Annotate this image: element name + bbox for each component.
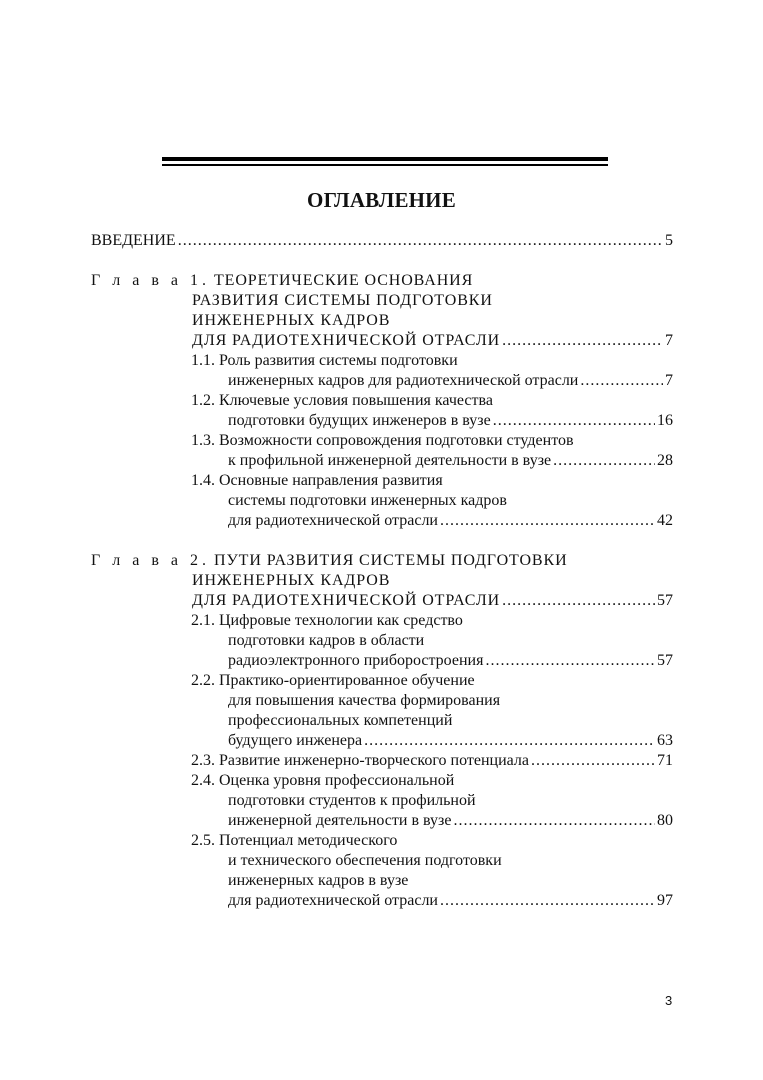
section-title-line: 1.4. Основные направления развития bbox=[191, 472, 443, 489]
toc-chapter-2[interactable] bbox=[91, 551, 673, 611]
chapter-title-line: ДЛЯ РАДИОТЕХНИЧЕСКОЙ ОТРАСЛИ bbox=[192, 592, 501, 609]
toc-page-number: 7 bbox=[665, 372, 673, 389]
section-title-line: радиоэлектронного приборостроения bbox=[228, 652, 484, 669]
toc-page-number: 7 bbox=[665, 332, 673, 349]
chapter-title-line: ДЛЯ РАДИОТЕХНИЧЕСКОЙ ОТРАСЛИ bbox=[192, 332, 501, 349]
dot-leader bbox=[453, 811, 655, 831]
section-last-line bbox=[91, 411, 673, 431]
toc-page-number: 57 bbox=[657, 592, 673, 609]
toc-entry-intro[interactable] bbox=[91, 231, 673, 251]
section-title-line: профессиональных компетенций bbox=[228, 712, 453, 729]
toc-entry-label: ВВЕДЕНИЕ bbox=[91, 232, 176, 249]
chapter-prefix: Г л а в а 2. bbox=[91, 552, 210, 569]
page-title: ОГЛАВЛЕНИЕ bbox=[307, 188, 456, 212]
section-title-line: и технического обеспечения подготовки bbox=[228, 852, 502, 869]
section-last-line bbox=[91, 751, 673, 771]
chapter-title-line: ПУТИ РАЗВИТИЯ СИСТЕМЫ ПОДГОТОВКИ bbox=[214, 552, 568, 569]
chapter-title-line: ИНЖЕНЕРНЫХ КАДРОВ bbox=[192, 312, 391, 329]
dot-leader bbox=[502, 591, 655, 611]
section-title-line: 2.5. Потенциал методического bbox=[191, 832, 398, 849]
toc-section-1-2[interactable] bbox=[91, 391, 673, 431]
section-title-line: к профильной инженерной деятельности в вузе bbox=[228, 452, 552, 469]
chapter-heading-line bbox=[91, 271, 673, 291]
dot-leader bbox=[531, 751, 655, 771]
toc-page-number: 80 bbox=[657, 812, 673, 829]
dot-leader bbox=[580, 371, 663, 391]
section-title-line: 2.4. Оценка уровня профессиональной bbox=[191, 772, 455, 789]
toc-section-2-1[interactable] bbox=[91, 611, 673, 671]
toc-page-number: 71 bbox=[657, 752, 673, 769]
toc-section-2-3[interactable] bbox=[91, 751, 673, 771]
section-title-line: 2.2. Практико-ориентированное обучение bbox=[191, 672, 475, 689]
chapter-title-line: ТЕОРЕТИЧЕСКИЕ ОСНОВАНИЯ bbox=[214, 272, 474, 289]
toc-page-number: 42 bbox=[657, 512, 673, 529]
section-title-line: для радиотехнической отрасли bbox=[228, 512, 438, 529]
table-of-contents bbox=[91, 231, 673, 911]
section-title-line: 2.3. Развитие инженерно-творческого потенциала bbox=[191, 752, 529, 769]
section-title-line: инженерных кадров в вузе bbox=[228, 872, 409, 889]
toc-page-number: 16 bbox=[657, 412, 673, 429]
dot-leader bbox=[502, 331, 663, 351]
section-title-line: 2.1. Цифровые технологии как средство bbox=[191, 612, 463, 629]
dot-leader bbox=[553, 451, 655, 471]
section-title-line: инженерных кадров для радиотехнической отрасли bbox=[228, 372, 579, 389]
chapter-title-line: РАЗВИТИЯ СИСТЕМЫ ПОДГОТОВКИ bbox=[192, 292, 493, 309]
chapter-title-last-line bbox=[91, 331, 673, 351]
chapter-title-last-line bbox=[91, 591, 673, 611]
section-last-line bbox=[91, 511, 673, 531]
section-title-line: 1.2. Ключевые условия повышения качества bbox=[191, 392, 493, 409]
section-last-line bbox=[91, 811, 673, 831]
section-title-line: для повышения качества формирования bbox=[228, 692, 501, 709]
dot-leader bbox=[485, 651, 655, 671]
section-title-line: подготовки студентов к профильной bbox=[228, 792, 476, 809]
dot-leader bbox=[440, 511, 655, 531]
toc-section-1-1[interactable] bbox=[91, 351, 673, 391]
section-last-line bbox=[91, 651, 673, 671]
dot-leader bbox=[364, 731, 655, 751]
chapter-prefix: Г л а в а 1. bbox=[91, 272, 210, 289]
dot-leader bbox=[493, 411, 655, 431]
toc-section-1-3[interactable] bbox=[91, 431, 673, 471]
section-title-line: будущего инженера bbox=[228, 732, 363, 749]
section-last-line bbox=[91, 371, 673, 391]
section-title-line: 1.1. Роль развития системы подготовки bbox=[191, 352, 458, 369]
chapter-heading-line bbox=[91, 551, 673, 571]
section-last-line bbox=[91, 891, 673, 911]
page-number: 3 bbox=[665, 993, 673, 1008]
section-title-line: инженерной деятельности в вузе bbox=[228, 812, 452, 829]
toc-page-number: 57 bbox=[657, 652, 673, 669]
section-last-line bbox=[91, 731, 673, 751]
section-title-line: подготовки будущих инженеров в вузе bbox=[228, 412, 491, 429]
section-title-line: системы подготовки инженерных кадров bbox=[228, 492, 507, 509]
top-rule-thin bbox=[162, 164, 608, 166]
toc-page-number: 5 bbox=[665, 232, 673, 249]
toc-section-1-4[interactable] bbox=[91, 471, 673, 531]
toc-section-2-2[interactable] bbox=[91, 671, 673, 751]
toc-page-number: 97 bbox=[657, 892, 673, 909]
section-title-line: 1.3. Возможности сопровождения подготовки студентов bbox=[191, 432, 574, 449]
toc-chapter-1[interactable] bbox=[91, 271, 673, 351]
chapter-title-line: ИНЖЕНЕРНЫХ КАДРОВ bbox=[192, 572, 391, 589]
section-title-line: подготовки кадров в области bbox=[228, 632, 425, 649]
dot-leader bbox=[440, 891, 655, 911]
section-last-line bbox=[91, 451, 673, 471]
toc-section-2-4[interactable] bbox=[91, 771, 673, 831]
toc-page-number: 28 bbox=[657, 452, 673, 469]
dot-leader bbox=[178, 231, 663, 251]
toc-section-2-5[interactable] bbox=[91, 831, 673, 911]
section-title-line: для радиотехнической отрасли bbox=[228, 892, 438, 909]
top-rule-thick bbox=[162, 157, 608, 161]
toc-page-number: 63 bbox=[657, 732, 673, 749]
